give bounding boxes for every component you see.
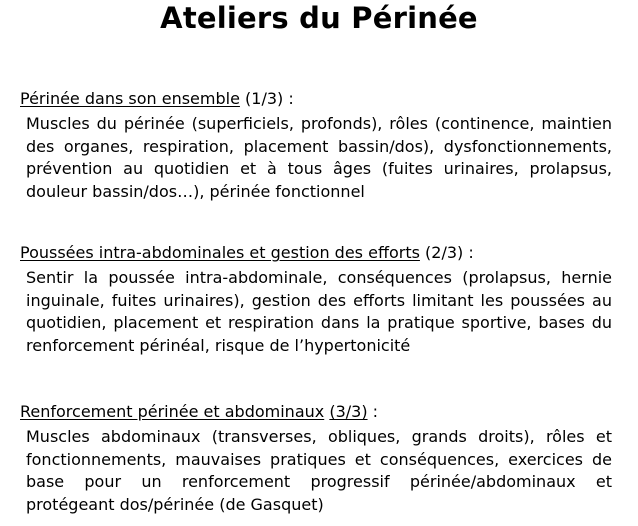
section-part-number: (2/3) <box>425 243 464 262</box>
section-renforcement <box>20 401 620 516</box>
section-part-number: (3/3) <box>329 402 368 421</box>
section-poussees-efforts <box>20 242 620 357</box>
section-heading-suffix: : <box>283 89 294 108</box>
section-part-number: (1/3) <box>245 89 284 108</box>
section-body: Sentir la poussée intra-abdominale, conséquences (prolapsus, hernie inguinale, fuites urinaires), gestion des efforts limitant les poussées au quotidien, placement et respiration dans la pratique sportive, bases du renforcement périnéal, risque de l’hypertonicité <box>26 268 612 355</box>
page-title: Ateliers du Périnée <box>160 1 478 35</box>
section-heading-text: Renforcement périnée et abdominaux <box>20 402 325 421</box>
section-body: Muscles abdominaux (transverses, obliques, grands droits), rôles et fonctionnements, mauvaises pratiques et conséquences, exercices de base pour un renforcement progressif périnée/abdominaux et protégeant dos/périnée (de Gasquet) <box>26 427 612 514</box>
section-heading-suffix: : <box>463 243 474 262</box>
section-heading-text: Périnée dans son ensemble <box>20 89 240 108</box>
section-heading-suffix: : <box>367 402 379 421</box>
section-body: Muscles du périnée (superficiels, profonds), rôles (continence, maintien des organes, respiration, placement bassin/dos), dysfonctionnements, prévention au quotidien et à tous âges (fuites urinaires, prolapsus, douleur bassin/dos…), périnée fonctionnel <box>26 114 612 201</box>
section-perinee-ensemble <box>20 88 620 203</box>
section-heading-text: Poussées intra-abdominales et gestion des efforts <box>20 243 420 262</box>
section-heading <box>20 401 620 423</box>
section-heading <box>20 88 620 110</box>
section-heading <box>20 242 620 264</box>
